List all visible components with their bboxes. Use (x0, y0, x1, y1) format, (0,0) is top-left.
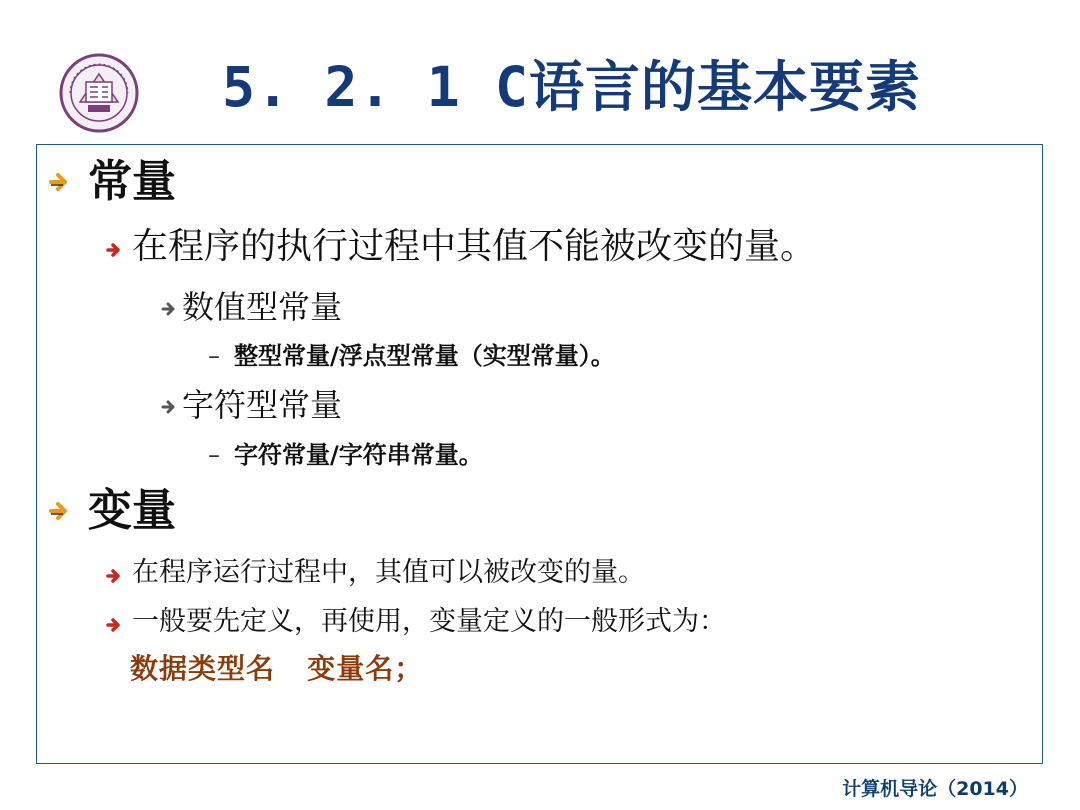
tsinghua-press-logo (58, 52, 140, 134)
footer-course-label: 计算机导论（2014） (842, 778, 1028, 800)
gray-arrow-bullet-icon (160, 298, 178, 316)
dash-bullet-icon: – (208, 441, 220, 469)
section-heading: 变量 (88, 485, 176, 536)
section-heading: 常量 (88, 156, 176, 207)
declaration-syntax: 数据类型名 变量名； (130, 652, 424, 685)
red-arrow-bullet-icon (104, 237, 124, 257)
orange-arrow-bullet-icon (48, 169, 74, 195)
list-item: 字符型常量 (160, 385, 342, 425)
list-item: – 整型常量/浮点型常量（实型常量）。 (208, 342, 615, 370)
syntax-line (130, 651, 423, 687)
section-constants (48, 157, 176, 207)
section-variables (48, 486, 176, 536)
dash-bullet-icon: – (208, 342, 220, 370)
gray-arrow-bullet-icon (160, 396, 178, 414)
slide-title: 5. 2. 1 C语言的基本要素 (222, 55, 922, 119)
list-item: – 字符常量/字符串常量。 (208, 441, 483, 469)
list-item: 一般要先定义，再使用，变量定义的一般形式为： (104, 604, 726, 640)
list-item: 在程序运行过程中，其值可以被改变的量。 (104, 555, 645, 591)
red-arrow-bullet-icon (104, 563, 124, 583)
orange-arrow-bullet-icon (48, 498, 74, 524)
red-arrow-bullet-icon (104, 612, 124, 632)
list-item: 数值型常量 (160, 287, 342, 327)
list-item: 在程序的执行过程中其值不能被改变的量。 (104, 224, 816, 270)
